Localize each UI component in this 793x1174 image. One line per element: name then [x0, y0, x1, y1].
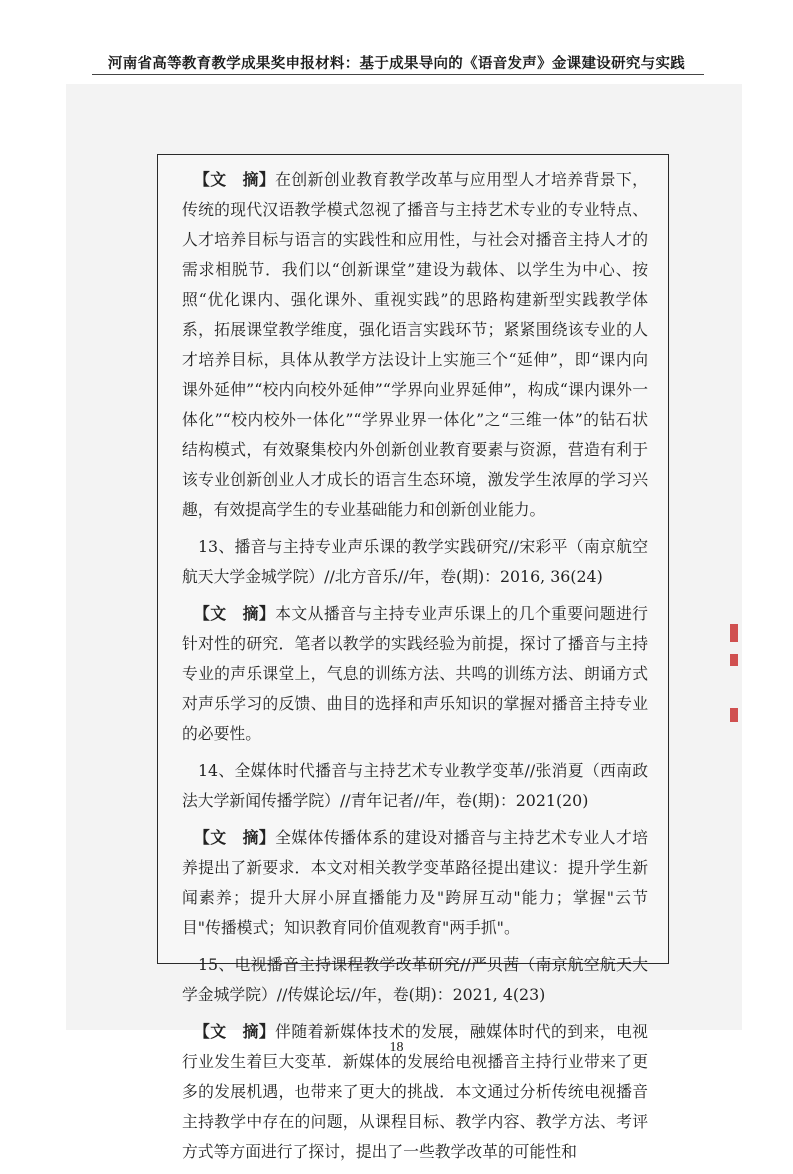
abstract-text: 本文从播音与主持专业声乐课上的几个重要问题进行针对性的研究．笔者以教学的实践经验为前提，探讨了播音与主持专业的声乐课堂上，气息的训练方法、共鸣的训练方法、朗诵方式对声乐学习的反馈、曲目的选择和声乐知识的掌握对播音主持专业的必要性。 [182, 604, 648, 743]
header-divider [92, 74, 704, 75]
reference-text: 14、全媒体时代播音与主持艺术专业教学变革//张消夏（西南政法大学新闻传播学院）//青年记者//年，卷(期)：2021(20) [182, 761, 648, 810]
abstract-tag: 【文 摘】 [194, 170, 276, 189]
document-header: 河南省高等教育教学成果奖申报材料：基于成果导向的《语音发声》金课建设研究与实践 [107, 56, 686, 72]
abstract-text: 在创新创业教育教学改革与应用型人才培养背景下，传统的现代汉语教学模式忽视了播音与主持艺术专业的专业特点、人才培养目标与语言的实践性和应用性，与社会对播音主持人才的需求相脱节．我们以“创新课堂”建设为载体、以学生为中心、按照“优化课内、强化课外、重视实践”的思路构建新型实践教学体系，拓展课堂教学维度，强化语言实践环节；紧紧围绕该专业的人才培养目标，具体从教学方法设计上实施三个“延伸”，即“课内向课外延伸”“校内向校外延伸”“学界向业界延伸”，构成“课内课外一体化”“校内校外一体化”“学界业界一体化”之“三维一体”的钻石状结构模式，有效聚集校内外创新创业教育要素与资源，营造有利于该专业创新创业人才成长的语言生态环境，激发学生浓厚的学习兴趣，有效提高学生的专业基础能力和创新创业能力。 [182, 170, 648, 519]
reference-entry [182, 756, 648, 816]
abstract-paragraph [182, 165, 648, 525]
abstract-text: 全媒体传播体系的建设对播音与主持艺术专业人才培养提出了新要求．本文对相关教学变革路径提出建议：提升学生新闻素养；提升大屏小屏直播能力及"跨屏互动"能力；掌握"云节目"传播模式；知识教育同价值观教育"两手抓"。 [182, 828, 648, 937]
margin-stamp-marks [730, 624, 744, 724]
abstract-paragraph [182, 823, 648, 943]
reference-text: 13、播音与主持专业声乐课的教学实践研究//宋彩平（南京航空航天大学金城学院）//北方音乐//年，卷(期)：2016, 36(24) [182, 537, 648, 586]
reference-text: 15、电视播音主持课程教学改革研究//严贝茜（南京航空航天大学金城学院）//传媒论坛//年，卷(期)：2021, 4(23) [182, 955, 648, 1004]
abstract-paragraph [182, 599, 648, 749]
reference-entry [182, 950, 648, 1010]
abstract-text: 伴随着新媒体技术的发展，融媒体时代的到来，电视行业发生着巨大变革．新媒体的发展给电视播音主持行业带来了更多的发展机遇，也带来了更大的挑战．本文通过分析传统电视播音主持教学中存在的问题，从课程目标、教学内容、教学方法、考评方式等方面进行了探讨，提出了一些教学改革的可能性和 [182, 1022, 648, 1161]
page-number: 18 [389, 1040, 404, 1055]
reference-entry [182, 532, 648, 592]
abstract-tag: 【文 摘】 [194, 828, 276, 847]
abstract-tag: 【文 摘】 [194, 1022, 276, 1041]
document-content [182, 165, 648, 1174]
abstract-tag: 【文 摘】 [194, 604, 276, 623]
